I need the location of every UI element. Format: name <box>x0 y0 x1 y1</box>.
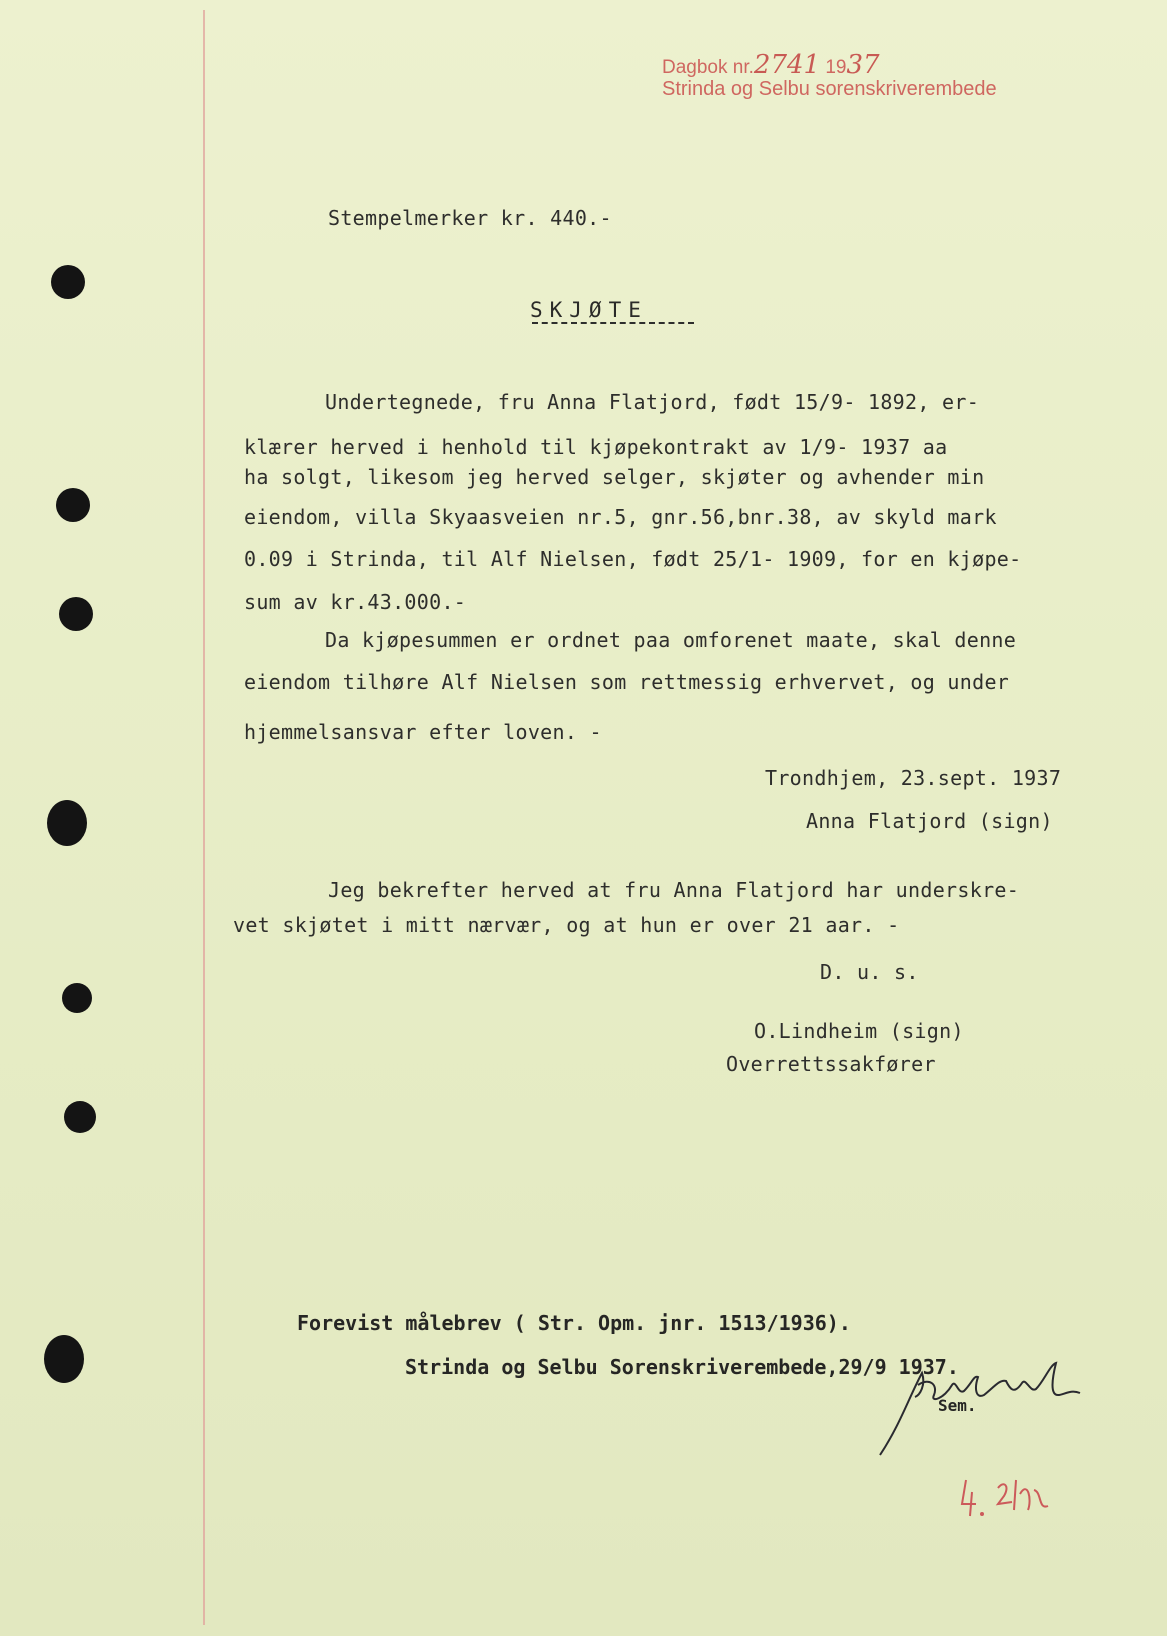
punch-hole-1 <box>51 265 85 299</box>
body-line-2: klærer herved i henhold til kjøpekontrakt av 1/9- 1937 aa <box>244 435 948 459</box>
footer-line-2: Strinda og Selbu Sorenskriverembede,29/9 1937. <box>405 1355 959 1379</box>
punch-hole-2 <box>56 488 90 522</box>
dagbok-line <box>662 50 997 78</box>
witness-line-2: vet skjøtet i mitt nærvær, og at hun er over 21 aar. - <box>233 913 900 937</box>
body-line-6: sum av kr.43.000.- <box>244 590 467 614</box>
body-line-8: eiendom tilhøre Alf Nielsen som rettmessig erhvervet, og under <box>244 670 1010 694</box>
title-underline <box>532 322 694 324</box>
footer-line-1: Forevist målebrev ( Str. Opm. jnr. 1513/1936). <box>297 1311 851 1335</box>
punch-hole-7 <box>44 1335 84 1383</box>
body-line-7: Da kjøpesummen er ordnet paa omforenet maate, skal denne <box>325 628 1017 652</box>
margin-rule <box>203 10 205 1625</box>
punch-hole-5 <box>62 983 92 1013</box>
seller-signature: Anna Flatjord (sign) <box>806 809 1053 833</box>
sign-suffix: Sem. <box>938 1396 977 1415</box>
dagbok-label: Dagbok nr. <box>662 57 754 78</box>
body-line-9: hjemmelsansvar efter loven. - <box>244 720 602 744</box>
body-line-1: Undertegnede, fru Anna Flatjord, født 15/9- 1892, er- <box>325 390 980 414</box>
punch-hole-4 <box>47 800 87 846</box>
office-name: Strinda og Selbu sorenskriverembede <box>662 78 997 100</box>
dagbok-number: 2741 <box>753 50 821 80</box>
stamp-line: Stempelmerker kr. 440.- <box>328 206 612 230</box>
witness-line-1: Jeg bekrefter herved at fru Anna Flatjord har underskre- <box>328 878 1020 902</box>
witness-role: Overrettssakfører <box>726 1052 936 1076</box>
pencil-initials <box>958 1470 1053 1530</box>
document-title: SKJØTE <box>530 298 648 322</box>
year-suffix: 37 <box>846 50 880 80</box>
place-date: Trondhjem, 23.sept. 1937 <box>765 766 1062 790</box>
punch-hole-3 <box>59 597 93 631</box>
dus-abbreviation: D. u. s. <box>820 960 919 984</box>
body-line-4: eiendom, villa Skyaasveien nr.5, gnr.56,bnr.38, av skyld mark <box>244 505 997 529</box>
body-line-3: ha solgt, likesom jeg herved selger, skjøter og avhender min <box>244 465 985 489</box>
body-line-5: 0.09 i Strinda, til Alf Nielsen, født 25/1- 1909, for en kjøpe- <box>244 547 1022 571</box>
year-prefix: 19 <box>825 57 847 78</box>
register-header <box>662 50 997 101</box>
witness-signer: O.Lindheim (sign) <box>754 1019 964 1043</box>
punch-hole-6 <box>64 1101 96 1133</box>
